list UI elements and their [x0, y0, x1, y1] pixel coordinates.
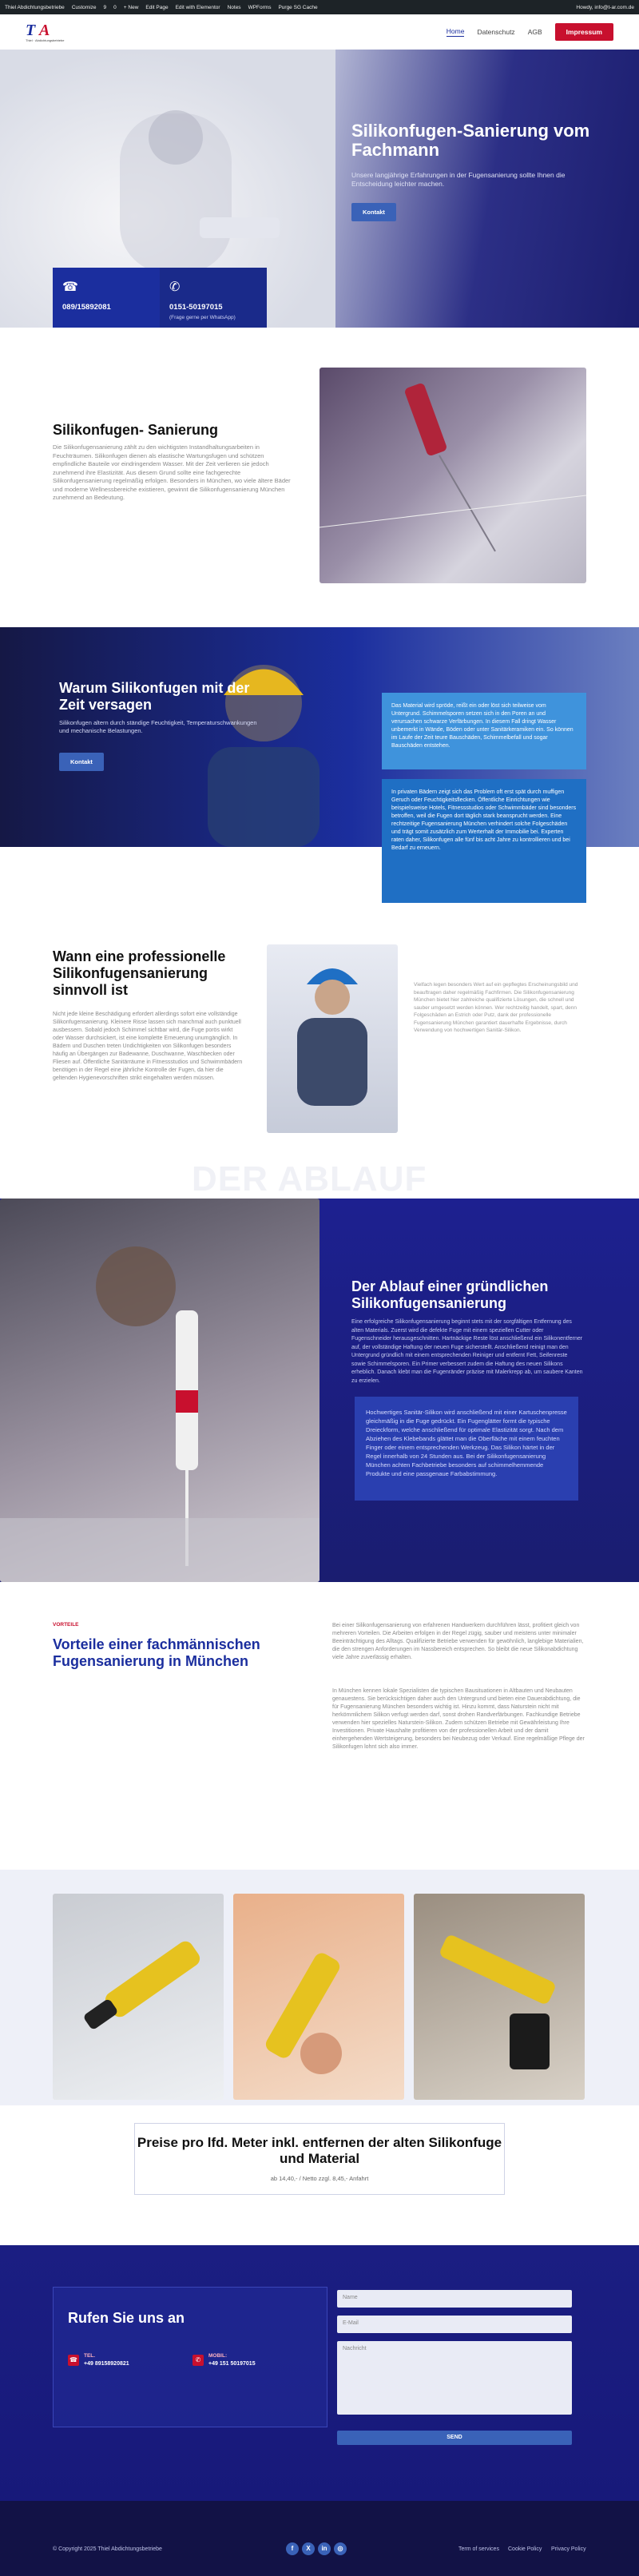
send-button[interactable]: SEND [337, 2431, 572, 2445]
nav-agb[interactable]: AGB [527, 28, 542, 36]
benefits-kicker: VORTEILE [53, 1622, 79, 1628]
tel-label: TEL. [84, 2353, 96, 2359]
phone-icon: ☎ [62, 280, 78, 294]
admin-account[interactable]: Howdy, info@t-ar.com.de [576, 4, 634, 10]
mobile-icon: ✆ [192, 2355, 204, 2366]
ablauf-ghost-heading: DER ABLAUF [192, 1159, 427, 1199]
x-twitter-icon[interactable]: X [302, 2542, 315, 2555]
when-section [0, 931, 639, 1199]
admin-item[interactable]: 9 [103, 4, 107, 10]
when-text-right: Vielfach legen besonders Wert auf ein gepflegtes Erscheinungsbild und beauftragen daher regelmäßig Fachfirmen. Die Silikonfugensanierung München bietet hier zahlreiche qualifizierte Lösungen, die schnell und sauber umgesetzt werden können. Wer rechtzeitig handelt, spart, denn Folgeschäden an Estrich oder Putz, dank der professionelle Fugensanierung München garantiert dauerhafte Ergebnisse, durch Verwendung von hochwertigen Sanitär-Silikon. [414, 982, 578, 1033]
benefits-text-2: In München kennen lokale Spezialisten die typischen Bausituationen in Altbauten und Neubauten genauestens. Sie berücksichtigen daher auch den Untergrund und bieten eine Dauerabdichtung, die für Fugensanierung München besonders wichtig ist. Hinzu kommt, dass Naturstein nicht mit herkömmlichem Silikon verfugt werden darf, sonst drohen Randverfärbungen. Fachkundige Betriebe verwenden hier spezielles Naturstein-Silikon. Zudem schützen Betriebe mit Gewährleistung Ihre Investitionen. Private Haushalte profitieren von der professionellen Arbeit und der damit einhergehenden Wertsteigerung, besonders bei Neubezug oder Verkauf. Eine regelmäßige Pflege der Silikonfugen lohnt sich also immer. [332, 1688, 585, 1750]
facebook-icon[interactable]: f [286, 2542, 299, 2555]
tel-number[interactable]: +49 89158920821 [84, 2361, 129, 2367]
benefits-title: Vorteile einer fachmännischen Fugensanierung in München [53, 1636, 260, 1669]
name-field[interactable]: Name [337, 2290, 572, 2308]
admin-item[interactable]: Edit Page [145, 4, 169, 10]
admin-item[interactable]: Notes [227, 4, 241, 10]
footer-link-cookie[interactable]: Cookie Policy [508, 2546, 542, 2552]
gallery-image-2[interactable] [233, 1894, 404, 2100]
silicone-gun-illustration [320, 368, 586, 583]
phone-number-1: 089/15892081 [62, 303, 111, 312]
contact-section [0, 2245, 639, 2501]
caulk-gun-worker-illustration [0, 1199, 320, 1582]
why-card-2: In privaten Bädern zeigt sich das Problem oft erst spät durch muffigen Geruch oder Feuchtigkeitsflecken. Öffentliche Einrichtungen wie beispielsweise Hotels, Fitnessstudios oder Schwimmbäder sind besonders betroffen, weil die Fugen dort täglich stark beansprucht werden. Eine rechtzeitige Fugensanierung München verhindert solche Folgeschäden und trägt somit zusätzlich zum Werterhalt der Immobilie bei. Experten raten daher, Silikonfugen alle fünf bis acht Jahre zu kontrollieren und bei Bedarf zu erneuern. [382, 779, 586, 903]
caulk-gun-icon [414, 1894, 585, 2100]
gallery-image-3[interactable] [414, 1894, 585, 2100]
hero-title: Silikonfugen-Sanierung vom Fachmann [351, 121, 590, 160]
footer-link-privacy[interactable]: Privacy Policy [551, 2546, 586, 2552]
instagram-icon[interactable]: ◎ [334, 2542, 347, 2555]
intro-image [320, 368, 586, 583]
price-box [134, 2123, 505, 2195]
admin-item[interactable]: Thiel Abdichtungsbetriebe [5, 4, 65, 10]
contact-title: Rufen Sie uns an [68, 2310, 185, 2326]
gallery-image-1[interactable] [53, 1894, 224, 2100]
admin-item[interactable]: + New [123, 4, 139, 10]
mobil-label: MOBIL: [208, 2353, 228, 2359]
nav-datenschutz[interactable]: Datenschutz [477, 28, 515, 36]
phone-icon: ☎ [68, 2355, 79, 2366]
contact-card [53, 2287, 327, 2427]
when-image [267, 944, 398, 1133]
mobile-icon: ✆ [169, 280, 181, 294]
admin-item[interactable]: Purge SG Cache [278, 4, 318, 10]
why-card-1: Das Material wird spröde, reißt ein oder löst sich teilweise vom Untergrund. Schimmelsporen setzen sich in den Poren an und verursachen schwarze Verfärbungen. In diesem Fall dringt Wasser unbemerkt in Wände, Böden oder unter Sanitärkeramiken ein. So können im Laufe der Zeit teure Bauschäden, Schimmelbefall und sogar Bauschäden entstehen. [382, 693, 586, 769]
process-text: Eine erfolgreiche Silikonfugensanierung beginnt stets mit der sorgfältigen Entfernung des alten Materials. Zuerst wird die defekte Fuge mit einem speziellen Cutter oder Fugenschneider herausgeschnitten. Hartnäckige Reste löst anschließend ein Silikonentferner auf, der vollständige Haftung der neuen Fuge sicherstellt. Anschließend reinigt man den Untergrund gründlich mit einem entsprechenden Reiniger und entfernt Fett, Seifenreste sowie Schimmelsporen. Ein Primer verbessert zudem die Haftung des neuen Silikons erheblich. Danach klebt man die Fugenränder präzise mit Malerkrepp ab, um saubere Kanten zu erzielen. [351, 1319, 583, 1384]
hero-contact-button[interactable]: Kontakt [351, 203, 396, 221]
why-text: Silikonfugen altern durch ständige Feuchtigkeit, Temperaturschwankungen und mechanische Belastungen. [59, 719, 257, 734]
message-field[interactable]: Nachricht [337, 2341, 572, 2415]
process-title: Der Ablauf einer gründlichen Silikonfugensanierung [351, 1278, 549, 1311]
price-section [0, 2105, 639, 2245]
when-title: Wann eine professionelle Silikonfugensanierung sinnvoll ist [53, 948, 226, 998]
phone-box-2[interactable] [160, 268, 267, 328]
when-text-left: Nicht jede kleine Beschädigung erfordert allerdings sofort eine vollständige Silikonfugensanierung. Kleinere Risse lassen sich manchmal auch punktuell ausbessern. Sobald jedoch Schimmel sichtbar wird, die Fuge porös wirkt oder Wasser durchsickert, ist eine komplette Erneuerung unumgänglich. In Bädern und Duschen treten Undichtigkeiten von Silikonfugen besonders häufig an Übergängen zur Badewanne, Duschwanne, Waschbecken oder Fliesen auf. Öffentliche Sanitärräume in Fitnessstudios und Schwimmbädern benötigen in der Regel eine jährliche Kontrolle der Fugen, da hier die geltenden Hygienevorschriften strikt eingehalten werden müssen. [53, 1012, 243, 1081]
why-contact-button[interactable]: Kontakt [59, 753, 104, 771]
phone-number-2: 0151-50197015 [169, 303, 223, 312]
mobil-number[interactable]: +49 151 50197015 [208, 2361, 256, 2367]
whatsapp-note: (Frage gerne per WhatsApp) [169, 315, 236, 320]
site-header [0, 14, 639, 50]
admin-item[interactable]: Edit with Elementor [175, 4, 220, 10]
worker-helmet-illustration [160, 627, 367, 847]
benefits-text-1: Bei einer Silikonfugensanierung von erfahrenen Handwerkern durchführen lässt, profitiert gleich von mehreren Vorteilen. Die Arbeiten erfolgen in der Regel zügig, sauber und meistens unter minimaler Beeinträchtigung des Alltags. Qualifizierte Betriebe verwenden für gewöhnlich, langlebige Materialien, die den strengen Anforderungen im Nassbereich entsprechen. So bleibt die neue Silikonabdichtung viele Jahre zuverlässig erhalten. [332, 1623, 584, 1660]
copyright: © Copyright 2025 Thiel Abdichtungsbetriebe [53, 2546, 162, 2552]
admin-bar [0, 0, 639, 14]
nav-home[interactable]: Home [446, 27, 465, 35]
site-footer [0, 2501, 639, 2576]
hero-text: Unsere langjährige Erfahrungen in der Fugensanierung sollte Ihnen die Entscheidung leichter machen. [351, 171, 566, 188]
process-section [0, 1199, 639, 1582]
admin-item[interactable]: WPForms [248, 4, 272, 10]
price-subtitle: ab 14,40,- / Netto zzgl. 8,45,- Anfahrt [270, 2175, 369, 2182]
phone-box-1[interactable] [53, 268, 160, 328]
why-title: Warum Silikonfugen mit der Zeit versagen [59, 680, 250, 713]
admin-item[interactable]: 0 [113, 4, 117, 10]
process-image [0, 1199, 320, 1582]
worker-blue-helmet-illustration [267, 944, 398, 1133]
caulk-application-icon [233, 1894, 404, 2100]
email-field[interactable]: E-Mail [337, 2316, 572, 2333]
intro-title: Silikonfugen- Sanierung [53, 422, 219, 438]
gallery-section [0, 1870, 639, 2105]
admin-item[interactable]: Customize [71, 4, 97, 10]
yellow-cartridge-icon [53, 1894, 224, 2100]
benefits-section [0, 1582, 639, 1870]
linkedin-icon[interactable]: in [318, 2542, 331, 2555]
price-title: Preise pro lfd. Meter inkl. entfernen der alten Silikonfuge und Material [137, 2135, 502, 2166]
impressum-button[interactable]: Impressum [555, 23, 613, 41]
process-card: Hochwertiges Sanitär-Silikon wird anschließend mit einer Kartuschenpresse gleichmäßig in die Fuge gedrückt. Ein Fugenglätter formt die typische Dreieckform, welche anschließend für optimale Elastizität sorgt. Nach dem Abziehen des Klebebands glättet man die Oberfläche mit einem feuchten Finger oder einem entsprechenden Werkzeug. Das Silikon härtet in der Regel innerhalb von 24 Stunden aus. Bei der Silikonfugensanierung München achten Fachbetriebe besonders auf schimmelhemmende Produkte und eine passgenaue Farbabstimmung. [355, 1397, 578, 1501]
site-logo[interactable]: T A Thiel · Abdichtungsbetriebe [26, 22, 65, 42]
intro-text: Die Silikonfugensanierung zählt zu den wichtigsten Instandhaltungsarbeiten in Feuchträumen. Silikonfugen dienen als elastische Wartungsfugen und schützen empfindliche Bauteile vor eindringendem Wasser. Mit der Zeit verlieren sie jedoch zunehmend ihre Elastizität. Aus diesem Grund sollte eine fachgerechte Silikonfugensanierung regelmäßig erfolgen. Besonders in München, wo viele ältere Bäder und moderne Wellnessbereiche existieren, gewinnt die Silikonfugensanierung München zunehmend an Bedeutung. [53, 443, 291, 501]
footer-link-terms[interactable]: Term of services [458, 2546, 499, 2552]
main-nav [447, 23, 613, 41]
intro-section [0, 328, 639, 623]
